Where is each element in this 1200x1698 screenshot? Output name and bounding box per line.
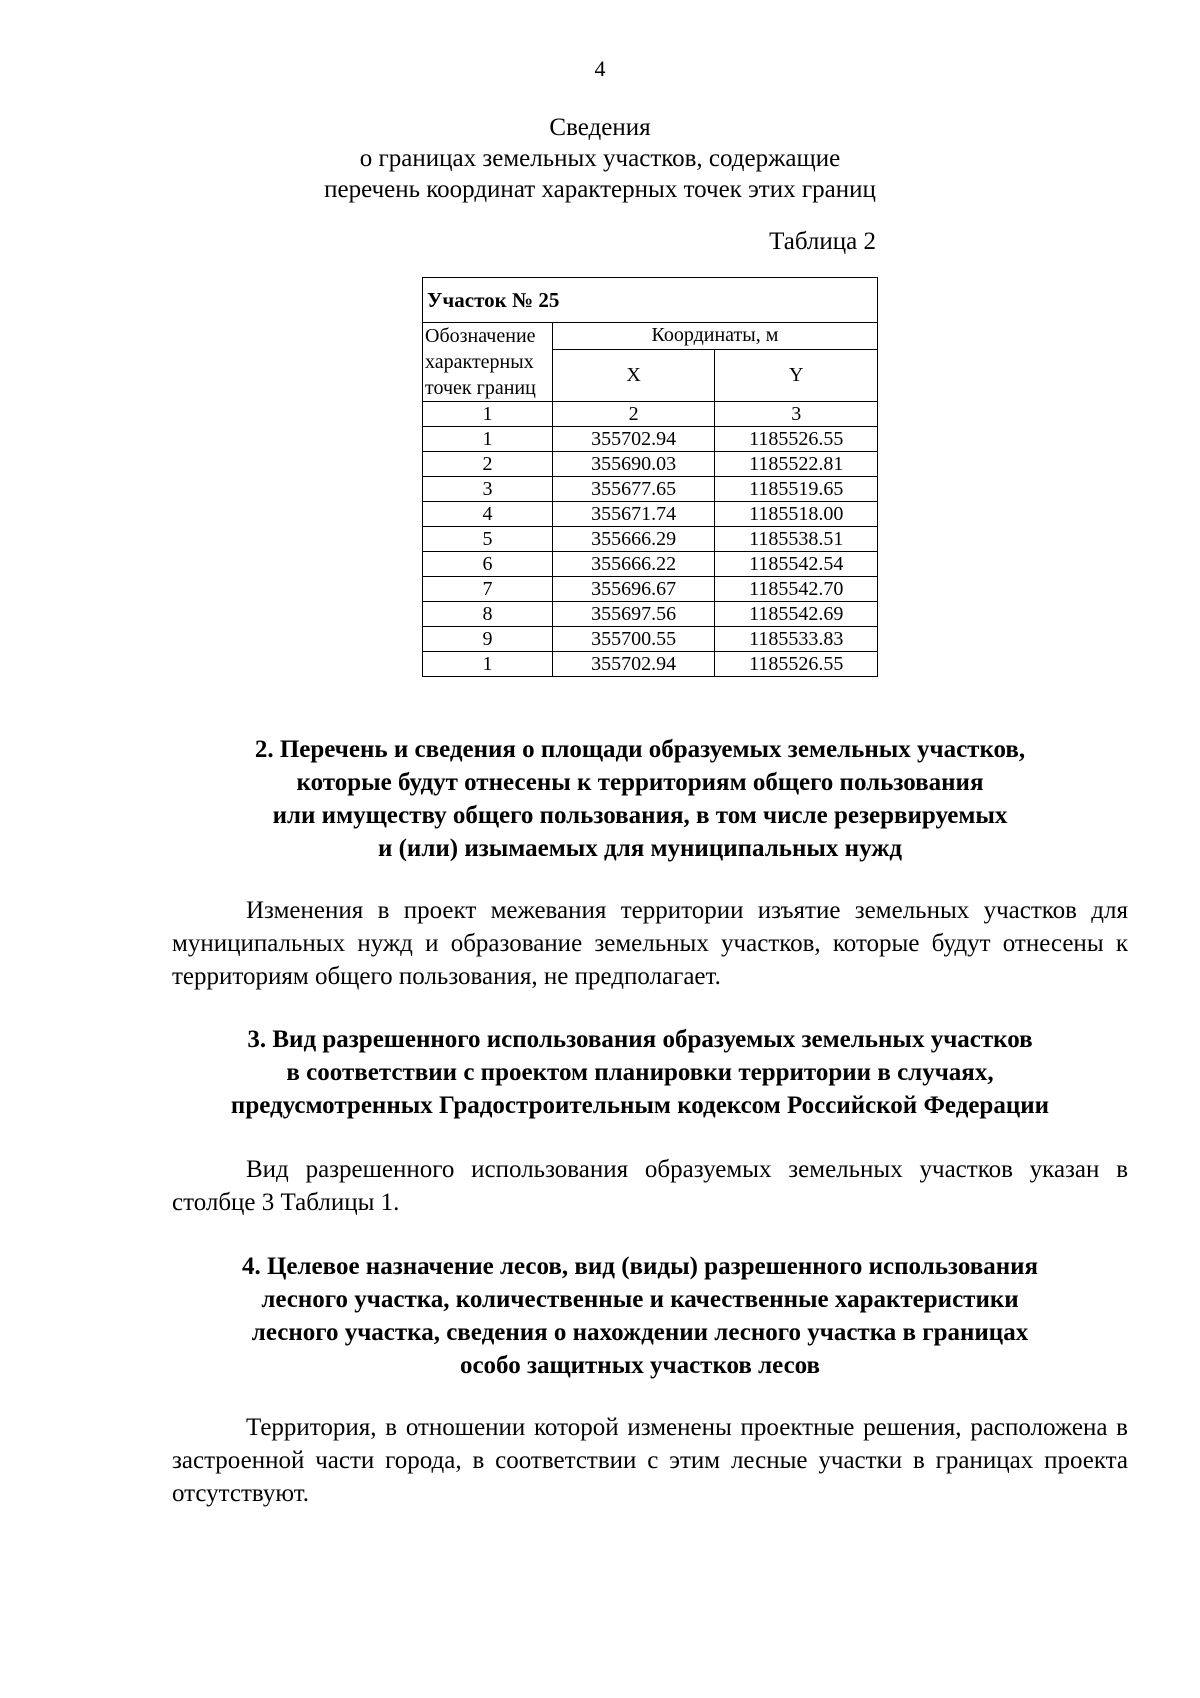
heading-line: которые будут отнесены к территориям общего пользования (296, 769, 984, 796)
heading-line: 3. Вид разрешенного использования образуемых земельных участков (247, 1026, 1033, 1053)
table-row (423, 452, 878, 477)
section-2-text: Изменения в проект межевания территории изъятие земельных участков для муниципальных нужд и образование земельных участков, которые будут отнесены к территориям общего пользования, не предполагает. (172, 897, 1128, 990)
column-number: 3 (715, 402, 878, 427)
column-number: 1 (423, 402, 553, 427)
section-3-heading (160, 1023, 1120, 1122)
x-coordinate-cell: 355690.03 (552, 452, 715, 477)
table-caption: Таблица 2 (769, 228, 876, 255)
header-coordinates: Координаты, м (552, 323, 877, 350)
table-row (423, 502, 878, 527)
heading-line: лесного участка, сведения о нахождении лесного участка в границах (251, 1319, 1029, 1346)
point-number-cell: 3 (423, 477, 553, 502)
y-coordinate-cell: 1185526.55 (715, 652, 878, 677)
y-coordinate-cell: 1185522.81 (715, 452, 878, 477)
x-coordinate-cell: 355697.56 (552, 602, 715, 627)
table-row (423, 427, 878, 452)
table-row (423, 602, 878, 627)
table-row (423, 627, 878, 652)
heading-line: в соответствии с проектом планировки территории в случаях, (286, 1059, 994, 1086)
table-row (423, 477, 878, 502)
y-coordinate-cell: 1185542.70 (715, 577, 878, 602)
header-y: Y (715, 349, 878, 401)
x-coordinate-cell: 355671.74 (552, 502, 715, 527)
x-coordinate-cell: 355666.29 (552, 527, 715, 552)
title-line: Сведения (549, 114, 651, 141)
x-coordinate-cell: 355702.94 (552, 427, 715, 452)
page-number: 4 (594, 56, 606, 81)
section-2-heading (160, 733, 1120, 865)
point-number-cell: 4 (423, 502, 553, 527)
x-coordinate-cell: 355696.67 (552, 577, 715, 602)
point-number-cell: 6 (423, 552, 553, 577)
x-coordinate-cell: 355666.22 (552, 552, 715, 577)
heading-line: 2. Перечень и сведения о площади образуемых земельных участков, (254, 736, 1026, 763)
point-number-cell: 9 (423, 627, 553, 652)
x-coordinate-cell: 355700.55 (552, 627, 715, 652)
point-number-cell: 1 (423, 652, 553, 677)
y-coordinate-cell: 1185533.83 (715, 627, 878, 652)
header-x: X (552, 349, 715, 401)
y-coordinate-cell: 1185542.69 (715, 602, 878, 627)
point-number-cell: 2 (423, 452, 553, 477)
table-row (423, 577, 878, 602)
y-coordinate-cell: 1185538.51 (715, 527, 878, 552)
heading-line: предусмотренных Градостроительным кодексом Российской Федерации (230, 1092, 1050, 1119)
column-number-row (423, 402, 878, 427)
document-title (0, 112, 1200, 205)
section-4-text: Территория, в отношении которой изменены проектные решения, расположена в застроенной части города, в соответствии с этим лесные участки в границах проекта отсутствуют. (172, 1414, 1128, 1507)
coordinates-table (422, 277, 878, 677)
heading-line: лесного участка, количественные и качественные характеристики (261, 1286, 1019, 1313)
y-coordinate-cell: 1185526.55 (715, 427, 878, 452)
table-row (423, 652, 878, 677)
point-number-cell: 1 (423, 427, 553, 452)
title-line: о границах земельных участков, содержащие (359, 145, 841, 172)
table-title-row (423, 278, 878, 323)
heading-line: особо защитных участков лесов (459, 1352, 821, 1379)
x-coordinate-cell: 355702.94 (552, 652, 715, 677)
heading-line: и (или) изымаемых для муниципальных нужд (377, 835, 903, 862)
plot-title: Участок № 25 (423, 278, 878, 323)
y-coordinate-cell: 1185542.54 (715, 552, 878, 577)
heading-line: 4. Целевое назначение лесов, вид (виды) разрешенного использования (241, 1253, 1039, 1280)
y-coordinate-cell: 1185519.65 (715, 477, 878, 502)
title-line: перечень координат характерных точек этих границ (324, 176, 876, 203)
section-3-text: Вид разрешенного использования образуемых земельных участков указан в столбце 3 Таблицы 1. (172, 1156, 1128, 1216)
column-number: 2 (552, 402, 715, 427)
table-row (423, 527, 878, 552)
table-header-row (423, 323, 878, 350)
point-number-cell: 5 (423, 527, 553, 552)
x-coordinate-cell: 355677.65 (552, 477, 715, 502)
section-4-heading (160, 1250, 1120, 1382)
point-number-cell: 7 (423, 577, 553, 602)
table-row (423, 552, 878, 577)
heading-line: или имуществу общего пользования, в том числе резервируемых (272, 802, 1008, 829)
header-designation: Обозначение характерных точек границ (423, 323, 553, 402)
y-coordinate-cell: 1185518.00 (715, 502, 878, 527)
point-number-cell: 8 (423, 602, 553, 627)
